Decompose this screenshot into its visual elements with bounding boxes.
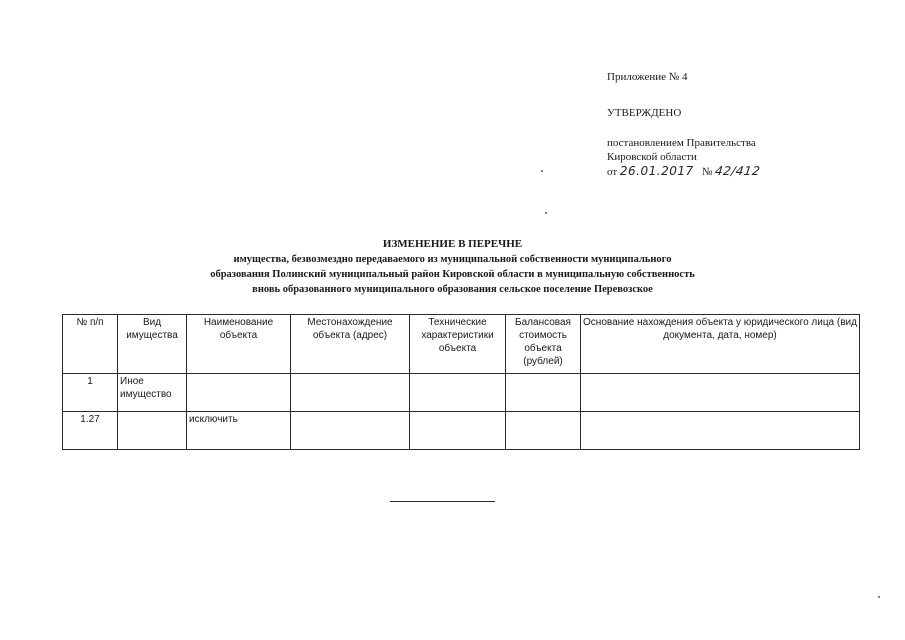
number-prefix: № bbox=[701, 166, 713, 178]
title-line-2: образования Полинский муниципальный район Кировской области в муниципальную собственность bbox=[210, 269, 695, 280]
cell-book-value bbox=[506, 374, 581, 412]
table-row bbox=[63, 412, 860, 450]
cell-object-name: исключить bbox=[187, 412, 291, 450]
cell-property-type bbox=[118, 412, 187, 450]
decree-date-handwritten: 26.01.2017 bbox=[619, 164, 694, 178]
decree-line-2: Кировской области bbox=[607, 151, 697, 163]
property-table bbox=[62, 314, 860, 450]
footer-rule bbox=[390, 501, 495, 502]
title-line-3: вновь образованного муниципального образования сельское поселение Перевозское bbox=[252, 284, 653, 295]
header-location: Местонахождение объекта (адрес) bbox=[291, 315, 410, 374]
cell-object-name bbox=[187, 374, 291, 412]
header-object-name: Наименование объекта bbox=[187, 315, 291, 374]
table-row bbox=[63, 374, 860, 412]
cell-basis bbox=[581, 412, 860, 450]
cell-property-type: Иное имущество bbox=[118, 374, 187, 412]
header-property-type: Вид имущества bbox=[118, 315, 187, 374]
cell-book-value bbox=[506, 412, 581, 450]
cell-location bbox=[291, 374, 410, 412]
header-technical-specs: Технические характеристики объекта bbox=[410, 315, 506, 374]
header-basis: Основание нахождения объекта у юридического лица (вид документа, дата, номер) bbox=[581, 315, 860, 374]
cell-location bbox=[291, 412, 410, 450]
cell-number: 1.27 bbox=[63, 412, 118, 450]
decree-line-1: постановлением Правительства bbox=[607, 137, 756, 149]
header-number: № п/п bbox=[63, 315, 118, 374]
date-prefix: от bbox=[607, 166, 618, 178]
cell-technical-specs bbox=[410, 412, 506, 450]
table-header-row bbox=[63, 315, 860, 374]
scan-speck bbox=[545, 212, 547, 214]
appendix-label: Приложение № 4 bbox=[607, 71, 688, 83]
cell-basis bbox=[581, 374, 860, 412]
decree-date-line bbox=[607, 164, 867, 179]
title-main: ИЗМЕНЕНИЕ В ПЕРЕЧНЕ bbox=[382, 238, 523, 250]
header-book-value: Балансовая стоимость объекта (рублей) bbox=[506, 315, 581, 374]
cell-number: 1 bbox=[63, 374, 118, 412]
document-title bbox=[120, 237, 785, 297]
scan-speck bbox=[541, 170, 543, 172]
scan-speck bbox=[878, 596, 880, 598]
approval-block bbox=[607, 70, 867, 179]
title-line-1: имущества, безвозмездно передаваемого из муниципальной собственности муниципального bbox=[233, 254, 672, 265]
decree-number-handwritten: 42/412 bbox=[714, 164, 762, 178]
cell-technical-specs bbox=[410, 374, 506, 412]
approved-label: УТВЕРЖДЕНО bbox=[607, 107, 682, 119]
